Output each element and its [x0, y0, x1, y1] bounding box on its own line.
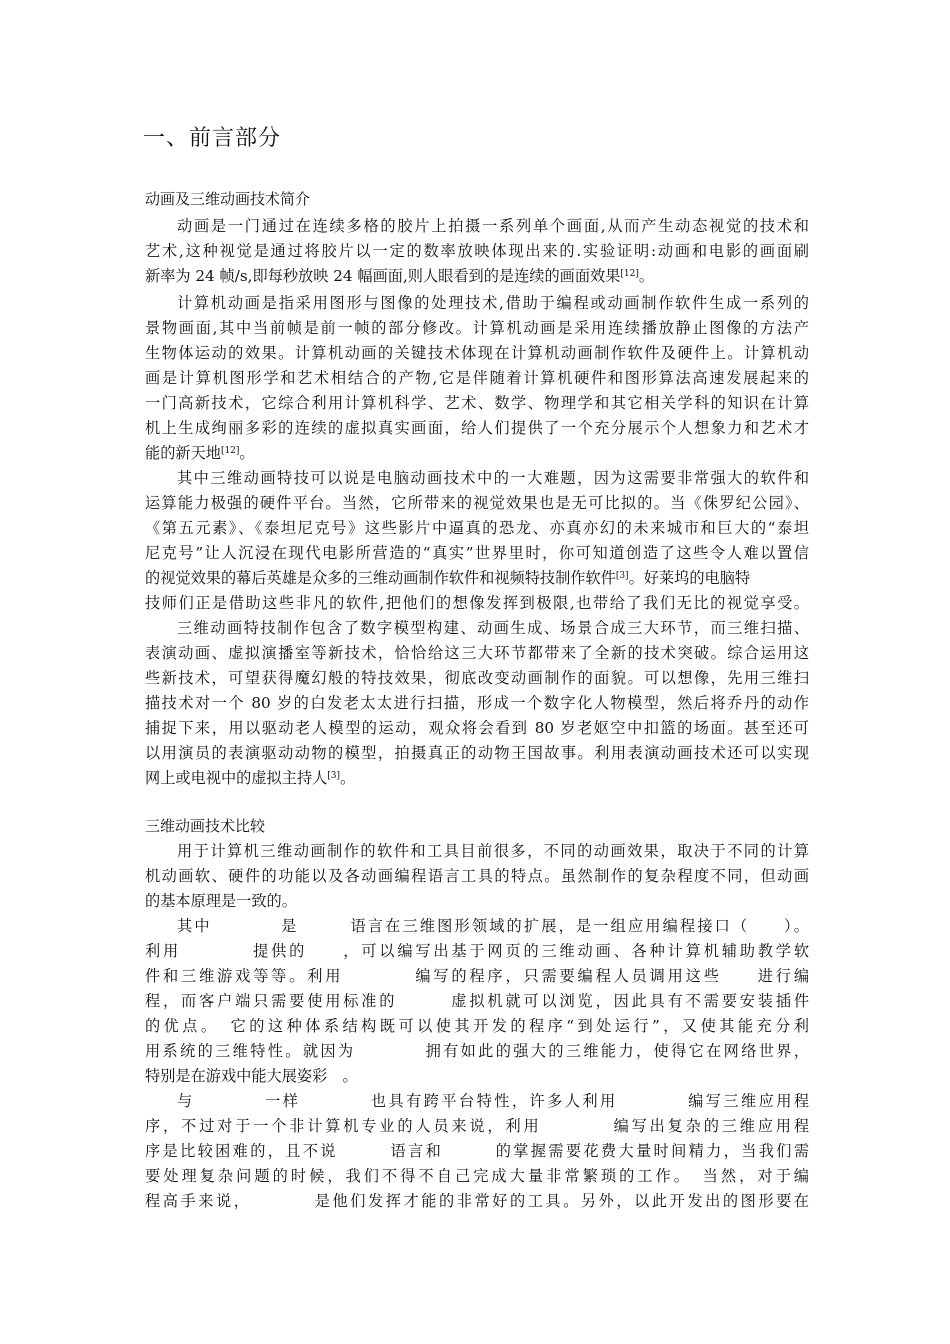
line-text: 能的新天地	[145, 444, 221, 462]
paragraph-line: 用系统的三维特性。就因为 拥有如此的强大的三维能力，使得它在网络世界，	[145, 1042, 809, 1060]
paragraph-line: 与 一样 也具有跨平台特性，许多人利用 编写三维应用程	[177, 1092, 809, 1110]
paragraph-line: 序，不过对于一个非计算机专业的人员来说，利用 编写出复杂的三维应用程	[145, 1117, 809, 1135]
paragraph-line: 技师们正是借助这些非凡的软件,把他们的想像发挥到极限,也带给了我们无比的视觉享受。	[145, 594, 809, 612]
paragraph-line: 表演动画、虚拟演播室等新技术，恰恰给这三大环节都带来了全新的技术突破。综合运用这	[145, 644, 809, 662]
paragraph-line: 机动画软、硬件的功能以及各动画编程语言工具的特点。虽然制作的复杂程度不同，但动画	[145, 867, 809, 885]
line-punctuation: 。	[340, 769, 356, 787]
paragraph-line: 机上生成绚丽多彩的连续的虚拟真实画面，给人们提供了一个充分展示个人想象力和艺术才	[145, 419, 809, 437]
paragraph-line: 动画是一门通过在连续多格的胶片上拍摄一系列单个画面,从而产生动态视觉的技术和	[177, 217, 809, 235]
line-text: 。好莱坞的电脑特	[628, 569, 751, 587]
paragraph-line: 三维动画特技制作包含了数字模型构建、动画生成、场景合成三大环节，而三维扫描、	[177, 619, 809, 637]
paragraph-line: 其中三维动画特技可以说是电脑动画技术中的一大难题，因为这需要非常强大的软件和	[177, 469, 809, 487]
paragraph-line: 一门高新技术，它综合利用计算机科学、艺术、数学、物理学和其它相关学科的知识在计算	[145, 394, 809, 412]
paragraph-line: 描技术对一个 80 岁的白发老太太进行扫描，形成一个数字化人物模型，然后将乔丹的动作	[145, 694, 809, 712]
line-text: 新率为 24 帧/s,即每秒放映 24 幅画面,则人眼看到的是连续的画面效果	[145, 267, 621, 285]
paragraph-line: 的基本原理是一致的。	[145, 892, 297, 910]
section-title: 三维动画技术比较	[145, 817, 266, 835]
paragraph-line: 画是计算机图形学和艺术相结合的产物,它是伴随着计算机硬件和图形算法高速发展起来的	[145, 369, 809, 387]
citation-marker: [12]	[220, 446, 240, 456]
paragraph-line: 的优点。 它的这种体系结构既可以使其开发的程序“到处运行”，又使其能充分利	[145, 1017, 809, 1035]
citation-marker: [3]	[327, 771, 340, 781]
citation-marker: [3]	[615, 571, 629, 581]
line-punctuation: 。	[638, 267, 655, 285]
paragraph-line: 以用演员的表演驱动动物的模型，拍摄真正的动物王国故事。利用表演动画技术还可以实现	[145, 744, 809, 762]
line-punctuation: 。	[239, 444, 255, 462]
line-text: 网上或电视中的虚拟主持人	[145, 769, 328, 787]
paragraph-line: 《第五元素》、《泰坦尼克号》这些影片中逼真的恐龙、亦真亦幻的未来城市和巨大的“泰坦	[145, 519, 809, 537]
paragraph-line: 生物体运动的效果。计算机动画的关键技术体现在计算机动画制作软件及硬件上。计算机动	[145, 344, 809, 362]
paragraph-line: 要处理复杂问题的时候，我们不得不自己完成大量非常繁琐的工作。 当然，对于编	[145, 1167, 809, 1185]
paragraph-line	[145, 266, 809, 286]
paragraph-line	[145, 443, 809, 463]
paragraph-line: 程高手来说， 是他们发挥才能的非常好的工具。另外，以此开发出的图形要在	[145, 1192, 809, 1210]
paragraph-line: 运算能力极强的硬件平台。当然，它所带来的视觉效果也是无可比拟的。当《侏罗纪公园》、	[145, 494, 809, 512]
paragraph-line: 景物画面,其中当前帧是前一帧的部分修改。计算机动画是采用连续播放静止图像的方法产	[145, 319, 809, 337]
paragraph-line: 程，而客户端只需要使用标准的 虚拟机就可以浏览，因此具有不需要安装插件	[145, 992, 809, 1010]
paragraph-line: 序是比较困难的，且不说 语言和 的掌握需要花费大量时间精力，当我们需	[145, 1142, 809, 1160]
paragraph-line: 艺术,这种视觉是通过将胶片以一定的数率放映体现出来的.实验证明:动画和电影的画面刷	[145, 242, 809, 260]
paragraph-line: 些新技术，可望获得魔幻般的特技效果，彻底改变动画制作的面貌。可以想像，先用三维扫	[145, 669, 809, 687]
paragraph-line: 其中 是 语言在三维图形领域的扩展，是一组应用编程接口（ ）。	[177, 917, 809, 935]
paragraph-line: 特别是在游戏中能大展姿彩 。	[145, 1067, 358, 1085]
paragraph-line: 利用 提供的 ，可以编写出基于网页的三维动画、各种计算机辅助教学软	[145, 942, 809, 960]
paragraph-line: 件和三维游戏等等。利用 编写的程序，只需要编程人员调用这些 进行编	[145, 967, 809, 985]
section-title: 动画及三维动画技术简介	[145, 190, 311, 208]
line-text: 的视觉效果的幕后英雄是众多的三维动画制作软件和视频特技制作软件	[145, 569, 616, 587]
paragraph-line: 尼克号”让人沉浸在现代电影所营造的“真实”世界里时，你可知道创造了这些令人难以置信	[145, 544, 809, 562]
page-heading: 一、前言部分	[143, 126, 282, 151]
citation-marker: [12]	[620, 269, 639, 279]
paragraph-line: 用于计算机三维动画制作的软件和工具目前很多，不同的动画效果，取决于不同的计算	[177, 842, 809, 860]
paragraph-line	[145, 768, 809, 788]
paragraph-line: 捕捉下来，用以驱动老人模型的运动，观众将会看到 80 岁老妪空中扣篮的场面。甚至还可	[145, 719, 809, 737]
paragraph-line: 计算机动画是指采用图形与图像的处理技术,借助于编程或动画制作软件生成一系列的	[177, 294, 809, 312]
paragraph-line	[145, 568, 809, 588]
